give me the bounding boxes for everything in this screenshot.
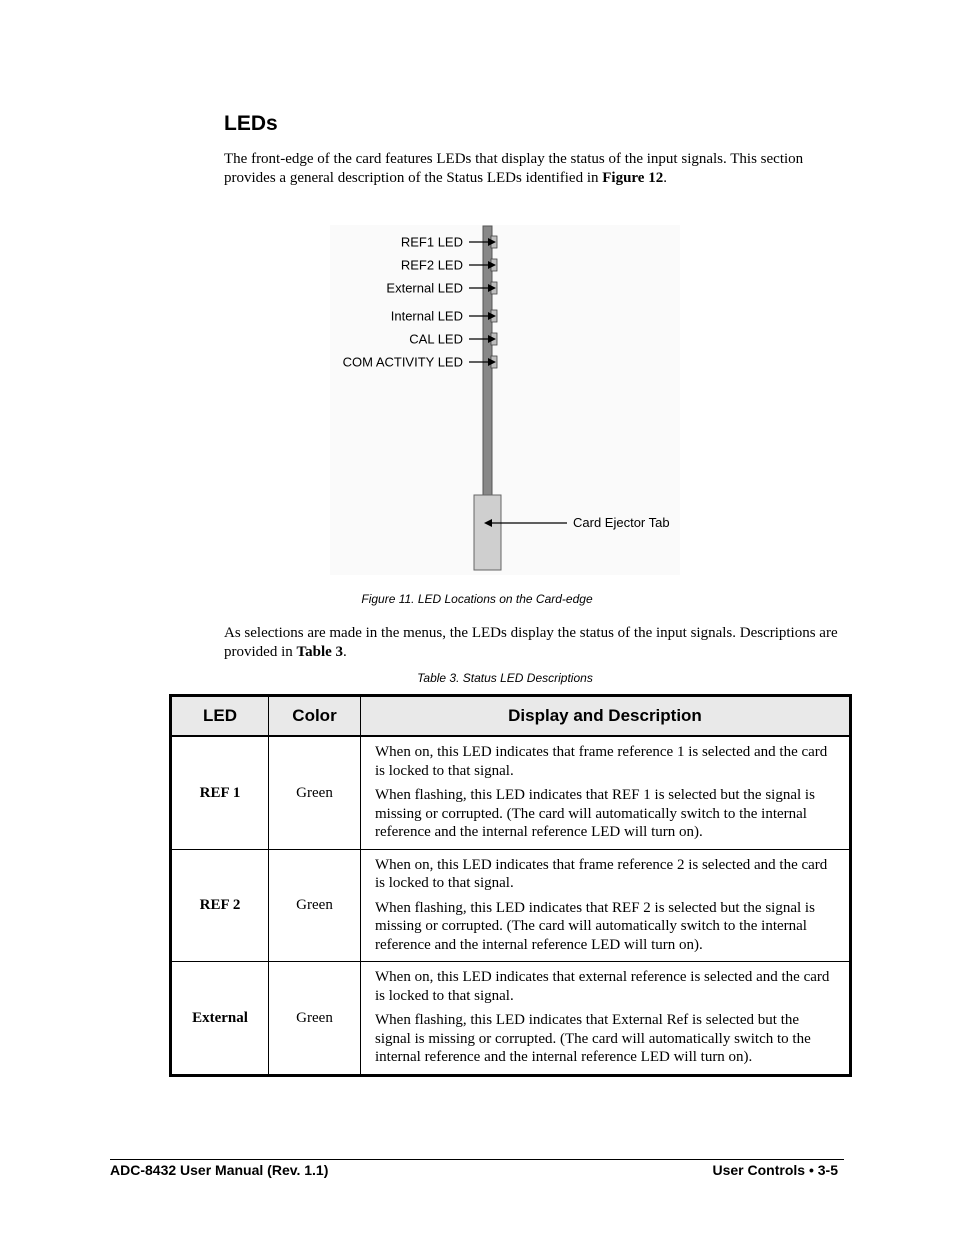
- intro-end: .: [663, 170, 667, 186]
- section-heading: LEDs: [224, 112, 278, 135]
- flash-description: When flashing, this LED indicates that REF 1 is selected but the signal is missing or corrupted. (The card will automatically switch to the internal reference and the internal reference LED will turn on).: [375, 787, 815, 840]
- led-color-cell: Green: [269, 849, 361, 962]
- footer-page-number: User Controls • 3-5: [712, 1162, 838, 1178]
- led-color-cell: Green: [269, 736, 361, 849]
- led-label: CAL LED: [409, 331, 463, 347]
- table-header-row: [171, 696, 851, 737]
- ejector-label: Card Ejector Tab: [573, 515, 670, 530]
- table-row: [171, 849, 851, 962]
- table-row: [171, 962, 851, 1076]
- led-location-figure: [330, 225, 680, 575]
- led-name-cell: REF 1: [171, 736, 269, 849]
- led-description-cell: [361, 736, 851, 849]
- header-color: Color: [269, 696, 361, 737]
- led-label: REF2 LED: [400, 257, 463, 273]
- intro-text: The front-edge of the card features LEDs that display the status of the input signals. This section provides a general description of the Status LEDs identified in: [224, 151, 804, 186]
- led-color-cell: Green: [269, 962, 361, 1076]
- led-label: External LED: [386, 280, 463, 296]
- figure-caption: Figure 11. LED Locations on the Card-edge: [361, 592, 593, 606]
- on-description: When on, this LED indicates that frame reference 1 is selected and the card is locked to that signal.: [375, 744, 828, 779]
- para2-end: .: [343, 644, 347, 660]
- led-name-cell: REF 2: [171, 849, 269, 962]
- flash-description: When flashing, this LED indicates that REF 2 is selected but the signal is missing or corrupted. (The card will automatically switch to the internal reference and the internal reference LED will turn on).: [375, 899, 815, 953]
- led-description-cell: [361, 849, 851, 962]
- footer-rule: [110, 1159, 844, 1160]
- header-led: LED: [171, 696, 269, 737]
- header-description: Display and Description: [361, 696, 851, 737]
- led-label: COM ACTIVITY LED: [342, 354, 463, 370]
- table-intro-paragraph: [224, 624, 844, 662]
- led-label: Internal LED: [390, 308, 463, 324]
- on-description: When on, this LED indicates that external reference is selected and the card is locked to that signal.: [375, 969, 830, 1004]
- footer-manual-title: ADC-8432 User Manual (Rev. 1.1): [110, 1162, 329, 1178]
- led-name-cell: External: [171, 962, 269, 1076]
- led-label: REF1 LED: [400, 234, 463, 250]
- led-description-cell: [361, 962, 851, 1076]
- para2-text: As selections are made in the menus, the LEDs display the status of the input signals. Descriptions are provided in: [224, 625, 838, 660]
- on-description: When on, this LED indicates that frame reference 2 is selected and the card is locked to that signal.: [375, 856, 828, 891]
- card-ejector-tab: [474, 495, 501, 570]
- figure-reference: Figure 12: [602, 170, 664, 186]
- intro-paragraph: [224, 150, 844, 188]
- table-reference: Table 3: [296, 644, 344, 660]
- flash-description: When flashing, this LED indicates that External Ref is selected but the signal is missing or corrupted. (The card will automatically switch to the internal reference and the internal reference LED will turn on).: [375, 1012, 811, 1065]
- table-row: [171, 736, 851, 849]
- led-description-table: [169, 694, 852, 1077]
- table-caption: Table 3. Status LED Descriptions: [417, 671, 593, 685]
